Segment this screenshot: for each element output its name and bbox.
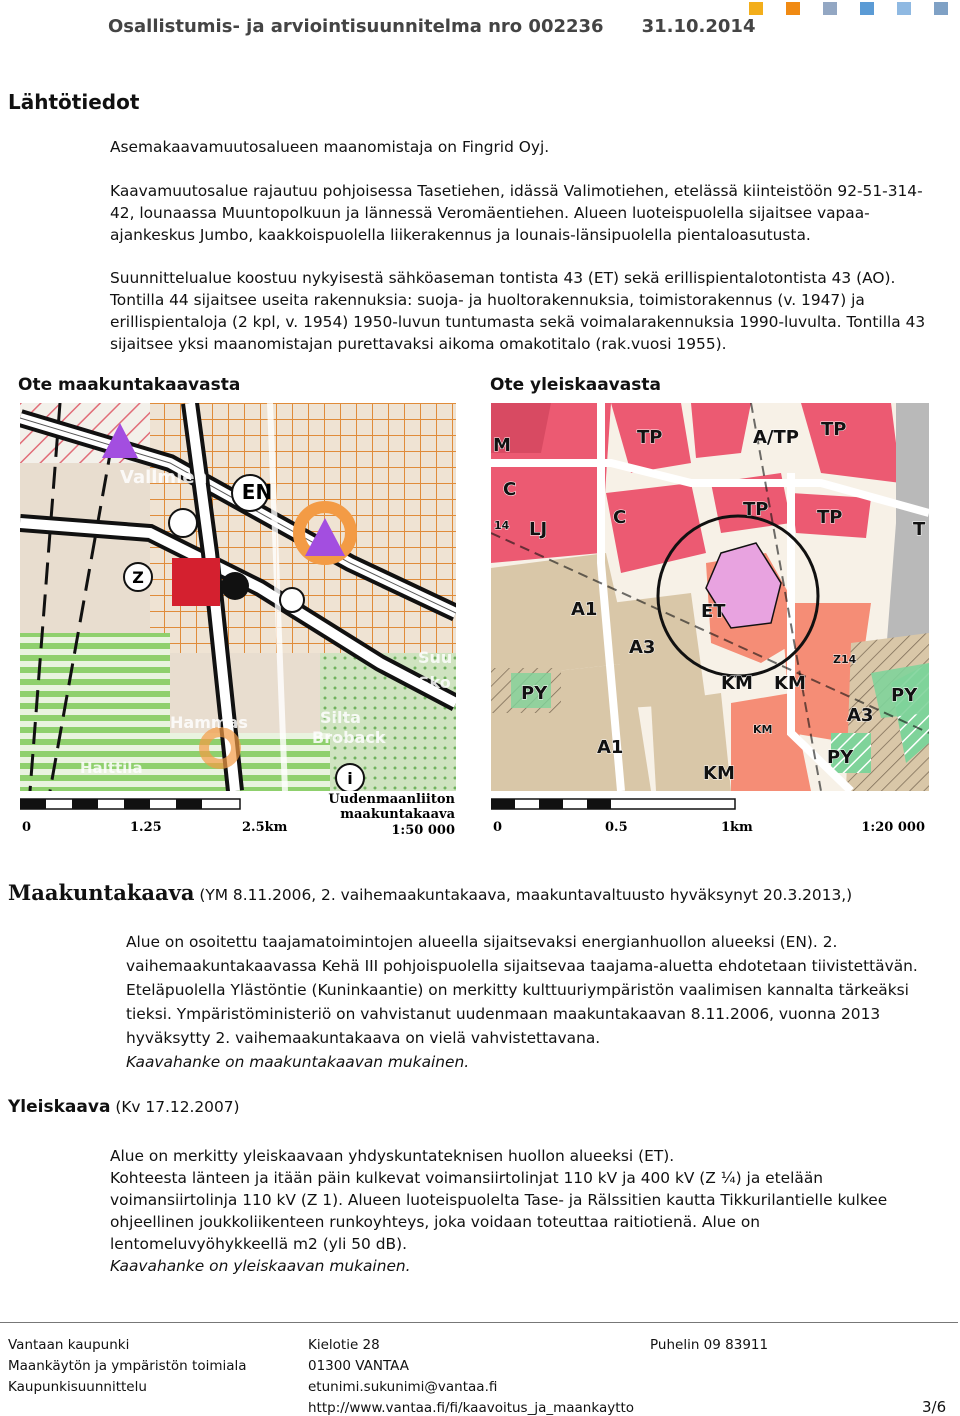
color-square (749, 2, 763, 15)
paragraph-yleiskaava (110, 1145, 950, 1277)
map-source-label: 1:50 000 (391, 823, 455, 838)
conformity-note: Kaavahanke on yleiskaavan mukainen. (110, 1257, 411, 1275)
section-title: Maakuntakaava (8, 880, 195, 905)
document-title: Osallistumis- ja arviointisuunnitelma nro 002236 (108, 16, 604, 37)
text-line: tieksi. Ympäristöministeriö on vahvistanut uudenmaan maakuntakaavan 8.11.2006, vuonna 2013 (126, 1005, 881, 1023)
zone-label: A1 (597, 737, 624, 758)
text-line: ohjeellinen joukkoliikenteen runkoyhteys, joka voidaan toteuttaa raitiotienä. Alue on (110, 1213, 761, 1231)
section-heading-maakuntakaava (8, 880, 852, 905)
regional-plan-map (20, 403, 456, 841)
text-line: Alue on osoitettu taajamatoimintojen alueella sijaitsevaksi energianhuollon alueeksi (EN). 2. (126, 933, 838, 951)
text-line: lentomeluvyöhykkeellä m2 (yli 50 dB). (110, 1235, 407, 1253)
figure-heading-yleiskaava: Ote yleiskaavasta (490, 375, 661, 395)
zone-label: 14 (494, 519, 510, 532)
text-line: hyväksytty 2. vaihemaakuntakaava on vielä vahvistettavana. (126, 1029, 601, 1047)
color-square (934, 2, 948, 15)
text-line: Alue on merkitty yleiskaavaan yhdyskuntateknisen huollon alueeksi (ET). (110, 1147, 675, 1165)
zone-label: KM (703, 763, 735, 784)
zone-label: TP (817, 507, 843, 528)
zone-label: KM (721, 673, 753, 694)
text-line: Kohteesta länteen ja itään päin kulkevat voimansiirtolinjat 110 kV ja 400 kV (Z ¼) ja etelään (110, 1169, 824, 1187)
section-subtitle: (YM 8.11.2006, 2. vaihemaakuntakaava, maakuntavaltuusto hyväksynyt 20.3.2013,) (199, 886, 853, 904)
footer-org: Vantaan kaupunki (8, 1337, 130, 1353)
zone-label: M (493, 435, 511, 456)
text-line: erillispientaloja (2 kpl, v. 1954) 1950-luvun tuntumasta sekä voimalarakennuksia 1990-luvulta. Tontilla 43 (110, 313, 926, 331)
color-square (860, 2, 874, 15)
section-heading-lahtotiedot: Lähtötiedot (8, 90, 140, 114)
text-line: sijaitsee yksi maanomistajan purettavaksi aikoma omakotitalo (rak.vuosi 1955). (110, 335, 727, 353)
zone-label: A/TP (753, 427, 799, 448)
map-bg-label: Vallmieh (120, 467, 208, 488)
map-bg-label: Silta (320, 708, 361, 727)
zone-label: PY (827, 747, 854, 768)
document-date: 31.10.2014 (641, 16, 756, 37)
paragraph-landowner (110, 136, 950, 158)
map-bg-label: Sko (418, 673, 451, 692)
zone-label: KM (753, 723, 773, 736)
scale-label: 0 (22, 820, 32, 835)
scale-label: 1.25 (130, 820, 162, 835)
zone-label: KM (774, 673, 806, 694)
zone-label: C (613, 507, 627, 528)
zone-label: A3 (847, 705, 874, 726)
figure-heading-maakuntakaava: Ote maakuntakaavasta (18, 375, 241, 395)
text-line: Asemakaavamuutosalueen maanomistaja on Fingrid Oyj. (110, 138, 550, 156)
color-square (823, 2, 837, 15)
zone-label: TP (637, 427, 663, 448)
text-line: Suunnittelualue koostuu nykyisestä sähköaseman tontista 43 (ET) sekä erillispientalotontista 43 (AO). (110, 269, 896, 287)
text-line: vaihemaakuntakaavassa Kehä III pohjoispuolella sijaitsevaa taajama-aluetta ehdotetaan tiivistettävän. (126, 957, 918, 975)
section-title: Yleiskaava (8, 1097, 111, 1117)
scale-label: 1km (721, 820, 753, 835)
map-label-i: i (347, 769, 353, 788)
footer-email-link[interactable]: etunimi.sukunimi@vantaa.fi (308, 1379, 498, 1395)
zone-label: T (913, 519, 926, 540)
conformity-note: Kaavahanke on maakuntakaavan mukainen. (126, 1053, 470, 1071)
zone-label: ET (701, 601, 726, 622)
text-line: Eteläpuolella Ylästöntie (Kuninkaantie) on merkitty kulttuuriympäristön vaalimisen kannalta tärkeäksi (126, 981, 909, 999)
document-header (108, 16, 755, 37)
footer-department: Maankäytön ja ympäristön toimiala (8, 1358, 247, 1374)
text-line: Kaavamuutosalue rajautuu pohjoisessa Tasetiehen, idässä Valimotiehen, etelässä kiinteistöön 92-51-314- (110, 182, 923, 200)
map-label-en: EN (241, 480, 273, 504)
zone-label: TP (743, 499, 769, 520)
text-line: Tontilla 44 sijaitsee useita rakennuksia: suoja- ja huoltorakennuksia, toimistorakennus (v. 1947) ja (110, 291, 865, 309)
color-square (786, 2, 800, 15)
footer-divider (0, 1322, 958, 1323)
map-label-z: Z (132, 568, 144, 587)
color-square (897, 2, 911, 15)
zone-label: TP (821, 419, 847, 440)
map-source-label: 1:20 000 (861, 820, 925, 835)
zone-label: C (503, 479, 517, 500)
master-plan-map (491, 403, 929, 841)
footer-phone: Puhelin 09 83911 (650, 1337, 769, 1353)
paragraph-boundaries (110, 180, 950, 246)
scale-label: 2.5km (242, 820, 288, 835)
map-bg-label: Hammas (170, 713, 248, 732)
zone-label: LJ (529, 519, 548, 540)
footer-street: Kielotie 28 (308, 1337, 380, 1353)
zone-label: A3 (629, 637, 656, 658)
text-line: voimansiirtolinja 110 kV (Z 1). Alueen luoteispuolelta Tase- ja Rälssitien kautta Tikkurilantielle kulkee (110, 1191, 888, 1209)
text-line: 42, lounaassa Muuntopolkuun ja lännessä Veromäentiehen. Alueen luoteispuolella sijaitsee vapaa- (110, 204, 870, 222)
zone-label: PY (891, 685, 918, 706)
zone-label: Z14 (833, 653, 857, 666)
zone-label: PY (521, 683, 548, 704)
map-source-label: Uudenmaanliiton (328, 792, 455, 807)
map-bg-label: Suu (418, 648, 453, 667)
text-line: ajankeskus Jumbo, kaakkoispuolella liikerakennus ja lounais-länsipuolella pientaloasutusta. (110, 226, 811, 244)
map-source-label: maakuntakaava (340, 807, 455, 822)
paragraph-plot-description (110, 267, 950, 355)
zone-label: A1 (571, 599, 598, 620)
map-bg-label: Broback (312, 728, 386, 747)
scale-label: 0 (493, 820, 503, 835)
footer-postal: 01300 VANTAA (308, 1358, 409, 1374)
footer-url-link[interactable]: http://www.vantaa.fi/fi/kaavoitus_ja_maankaytto (308, 1400, 635, 1416)
paragraph-maakuntakaava (126, 930, 956, 1074)
page-number: 3/6 (922, 1398, 947, 1416)
footer-unit: Kaupunkisuunnittelu (8, 1379, 147, 1395)
scale-label: 0.5 (605, 820, 628, 835)
section-subtitle: (Kv 17.12.2007) (115, 1098, 240, 1116)
section-heading-yleiskaava (8, 1097, 240, 1117)
map-bg-label: Halttila (80, 759, 143, 777)
